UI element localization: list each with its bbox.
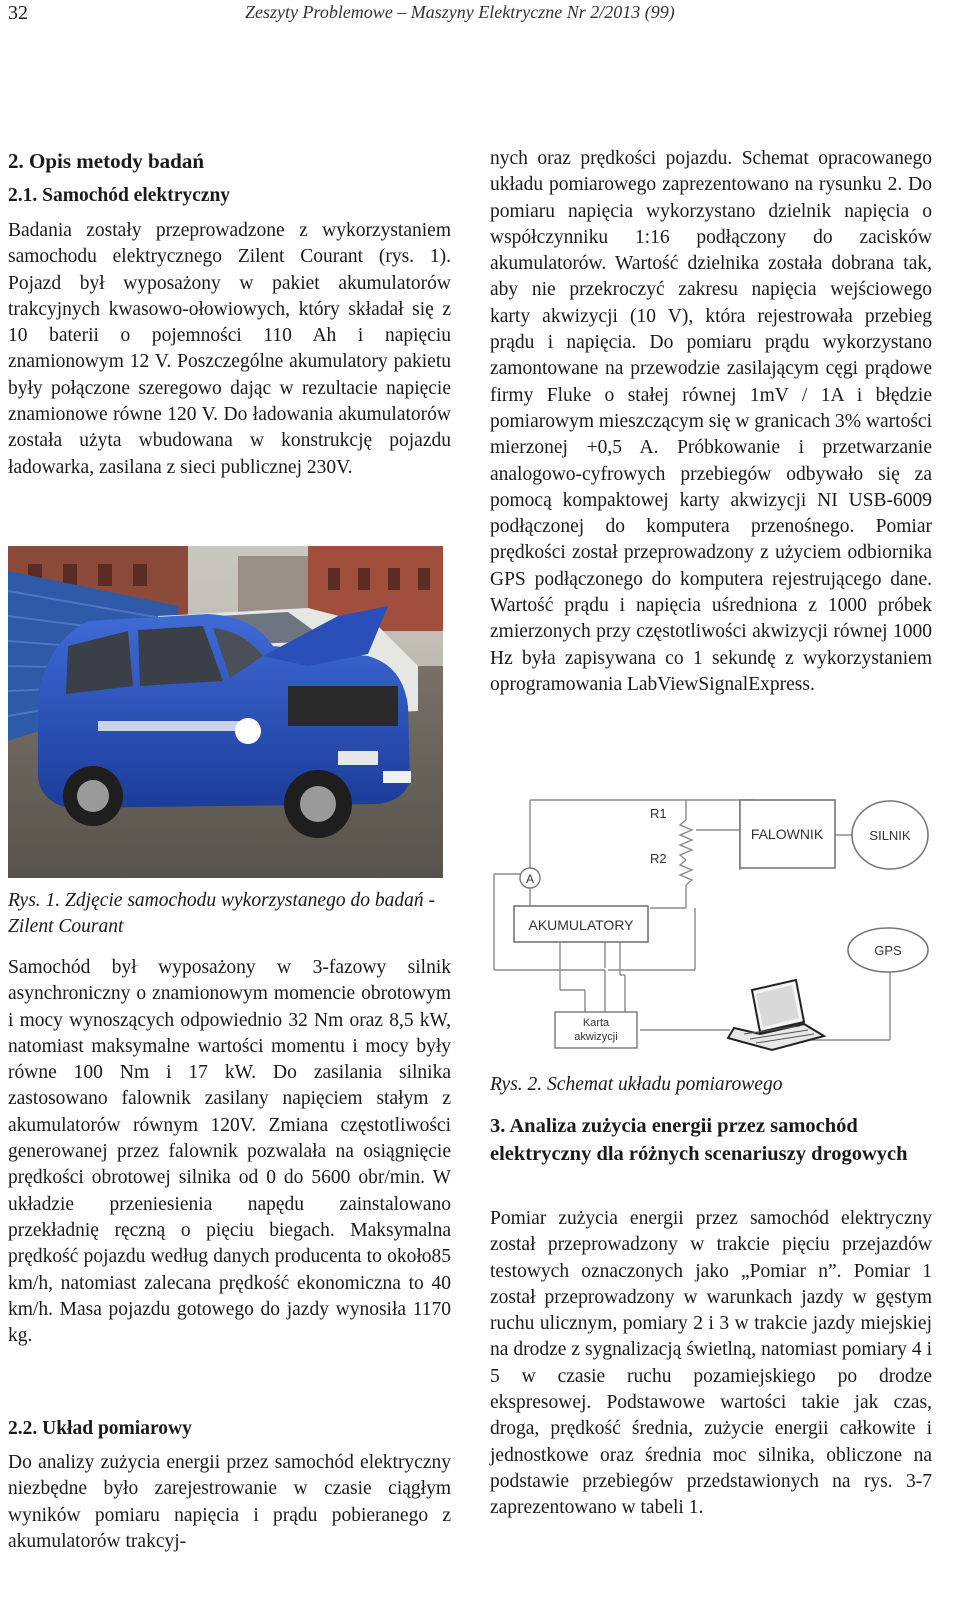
paragraph: Pomiar zużycia energii przez samochód elektryczny został przeprowadzony w trakcie pięciu przejazdów testowych oznaczonych jako „Pomiar n”. Pomiar 1 został przeprowadzony w warunkach jazdy w gęstym ruchu ulicznym, pomiary 2 i 3 w trakcie jazdy miejskiej na drodze z sygnalizacją świetlną, natomiast pomiary 4 i 5 w czasie ruchu pozamiejskiego po drodze ekspresowej. Podstawowe wartości takie jak czas, droga, prędkość średnia, zużycie energii całkowite i jednostkowe oraz średnia moc silnika, obliczone na podstawie przebiegów przedstawionych na rys. 3-7 zaprezentowano w tabeli 1. <box>490 1208 932 1519</box>
battery-label: AKUMULATORY <box>528 917 634 933</box>
figure-1-caption: Rys. 1. Zdjęcie samochodu wykorzystanego do badań - Zilent Courant <box>8 890 435 937</box>
page-number: 32 <box>8 2 28 24</box>
paragraph: Badania zostały przeprowadzone z wykorzystaniem samochodu elektrycznego Zilent Courant (rys. 1). Pojazd był wyposażony w pakiet akumulatorów trakcyjnych kwasowo-ołowiowych, który składał się z 10 baterii o pojemności 110 Ah i napięciu znamionowym 12 V. Poszczególne akumulatory pakietu były połączone szeregowo dając w rezultacie napięcie znamionowe równe 120 V. Do ładowania akumulatorów została użyta wbudowana w konstrukcję pojazdu ładowarka, zasilana z sieci publicznej 230V. <box>8 220 451 478</box>
r2-label: R2 <box>650 851 667 866</box>
card-label-line2: akwizycji <box>574 1031 618 1043</box>
card-label-line1: Karta <box>582 1017 610 1029</box>
paragraph: Do analizy zużycia energii przez samochód elektryczny niezbędne było zarejestrowanie w czasie ciągłym wyników pomiaru napięcia i prądu pobieranego z akumulatorów trakcyj- <box>8 1452 451 1552</box>
subsection-title: 2.1. Samochód elektryczny <box>8 185 231 206</box>
laptop-icon <box>728 980 824 1050</box>
gps-label: GPS <box>874 943 902 958</box>
motor-label: SILNIK <box>869 828 911 843</box>
ammeter-label: A <box>525 872 535 886</box>
subsection-title: 2.2. Układ pomiarowy <box>8 1418 192 1439</box>
figure-2-caption: Rys. 2. Schemat układu pomiarowego <box>490 1074 783 1095</box>
r1-label: R1 <box>650 806 667 821</box>
journal-header: Zeszyty Problemowe – Maszyny Elektryczne Nr 2/2013 (99) <box>245 2 675 22</box>
inverter-label: FALOWNIK <box>750 826 824 842</box>
car-illustration <box>8 546 443 878</box>
measurement-schematic <box>490 790 932 1052</box>
section-3-title: 3. Analiza zużycia energii przez samochód elektryczny dla różnych scenariuszy drogowych <box>490 1115 908 1165</box>
paragraph: Samochód był wyposażony w 3-fazowy silnik asynchroniczny o znamionowym momencie obrotowym i mocy wynoszących odpowiednio 32 Nm oraz 8,5 kW, natomiast maksymalne wartości momentu i mocy były równe 100 Nm i 17 kW. Do zasilania silnika zastosowano falownik zasilany napięciem stałym z akumulatorów równym 120V. Zmiana częstotliwości generowanej przez falownik pozwalała na osiągnięcie prędkości obrotowej silnika od 0 do 5600 obr/min. W układzie przeniesienia napędu zainstalowano przekładnię ręczną o pięciu biegach. Maksymalna prędkość pojazdu według danych producenta to około85 km/h, natomiast zalecana prędkość ekonomiczna to 40 km/h. Masa pojazdu gotowego do jazdy wynosiła 1170 kg. <box>8 957 451 1347</box>
car-photo <box>8 546 443 878</box>
paragraph: nych oraz prędkości pojazdu. Schemat opracowanego układu pomiarowego zaprezentowano na rysunku 2. Do pomiaru napięcia wykorzystano dzielnik napięcia o współczynniku 1:16 podłączony do zacisków akumulatorów. Wartość dzielnika została dobrana tak, aby nie przekroczyć zakresu napięcia wejściowego karty akwizycji (10 V), która rejestrowała przebieg prądu i napięcia. Do pomiaru prądu wykorzystano zamontowane na przewodzie zasilającym cęgi prądowe firmy Fluke o stałej równej 1mV / 1A i błędzie pomiarowym mieszczącym się w granicach 3% wartości mierzonej +0,5 A. Próbkowanie i przetwarzanie analogowo-cyfrowych przebiegów odbywało się za pomocą kompaktowej karty akwizycji NI USB-6009 podłączonej do komputera przenośnego. Pomiar prędkości został przeprowadzony z użyciem odbiornika GPS podłączonego do komputera rejestrującego dane. Wartość prądu i napięcia uśredniona z 1000 próbek zmierzonych przy częstotliwości akwizycji równej 1000 Hz była zapisywana co 1 sekundę z wykorzystaniem oprogramowania LabViewSignalExpress. <box>490 148 932 695</box>
section-title: 2. Opis metody badań <box>8 149 205 173</box>
